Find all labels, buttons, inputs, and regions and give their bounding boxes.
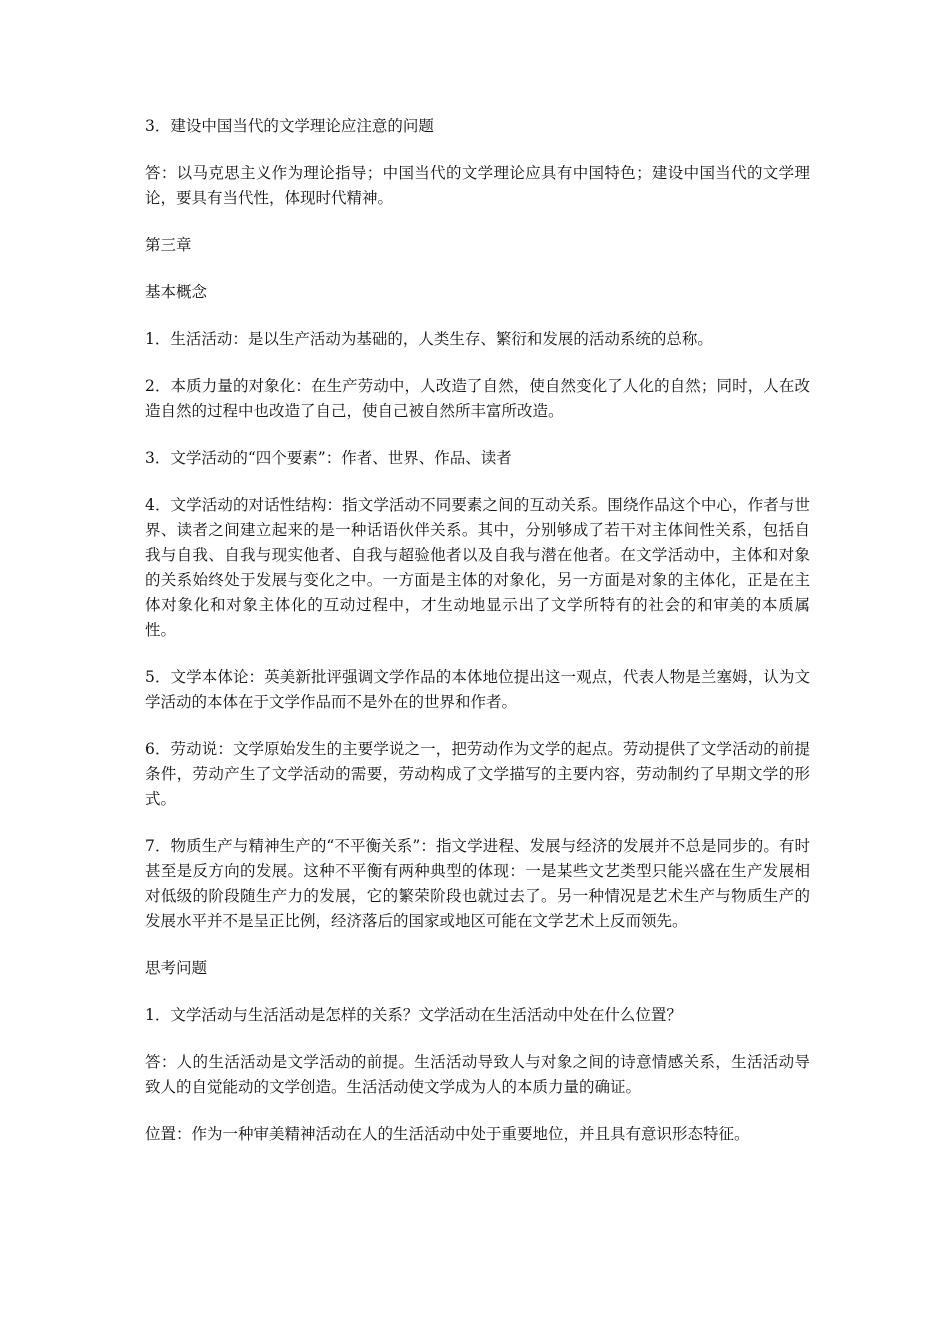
section-heading-basic-concepts: 基本概念: [145, 283, 208, 301]
concept-item-5: 5．文学本体论：英美新批评强调文学作品的本体地位提出这一观点，代表人物是兰塞姆，认为文学活动的本体在于文学作品而不是外在的世界和作者。: [145, 668, 810, 711]
chapter-title: 第三章: [145, 236, 192, 254]
question-heading: 3．建设中国当代的文学理论应注意的问题: [145, 117, 434, 135]
answer-paragraph: 答：人的生活活动是文学活动的前提。生活活动导致人与对象之间的诗意情感关系，生活活动导致人的自觉能动的文学创造。生活活动使文学成为人的本质力量的确证。: [145, 1053, 810, 1096]
concept-item-7: 7．物质生产与精神生产的“不平衡关系”：指文学进程、发展与经济的发展并不总是同步的。有时甚至是反方向的发展。这种不平衡有两种典型的体现：一是某些文艺类型只能兴盛在生产发展相对低级的阶段随生产力的发展，它的繁荣阶段也就过去了。另一种情况是艺术生产与物质生产的发展水平并不是呈正比例，经济落后的国家或地区可能在文学艺术上反而领先。: [145, 837, 810, 930]
document-page: [145, 114, 810, 1169]
concept-item-2: 2．本质力量的对象化：在生产劳动中，人改造了自然，使自然变化了人化的自然；同时，人在改造自然的过程中也改造了自己，使自己被自然所丰富所改造。: [145, 377, 810, 420]
concept-item-6: 6．劳动说：文学原始发生的主要学说之一，把劳动作为文学的起点。劳动提供了文学活动的前提条件，劳动产生了文学活动的需要，劳动构成了文学描写的主要内容，劳动制约了早期文学的形式。: [145, 740, 810, 808]
question-item-1: 1．文学活动与生活活动是怎样的关系？文学活动在生活活动中处在什么位置？: [145, 1006, 682, 1024]
answer-paragraph: 答：以马克思主义作为理论指导；中国当代的文学理论应具有中国特色；建设中国当代的文学理论，要具有当代性，体现时代精神。: [145, 164, 810, 207]
concept-item-3: 3．文学活动的“四个要素”：作者、世界、作品、读者: [145, 449, 512, 467]
concept-item-1: 1．生活活动：是以生产活动为基础的，人类生存、繁衍和发展的活动系统的总称。: [145, 330, 713, 348]
section-heading-questions: 思考问题: [145, 959, 208, 977]
answer-paragraph: 位置：作为一种审美精神活动在人的生活活动中处于重要地位，并且具有意识形态特征。: [145, 1125, 750, 1143]
concept-item-4: 4．文学活动的对话性结构：指文学活动不同要素之间的互动关系。围绕作品这个中心，作者与世界、读者之间建立起来的是一种话语伙伴关系。其中，分别够成了若干对主体间性关系，包括自我与自我、自我与现实他者、自我与超验他者以及自我与潜在他者。在文学活动中，主体和对象的关系始终处于发展与变化之中。一方面是主体的对象化，另一方面是对象的主体化，正是在主体对象化和对象主体化的互动过程中，才生动地显示出了文学所特有的社会的和审美的本质属性。: [145, 496, 810, 639]
